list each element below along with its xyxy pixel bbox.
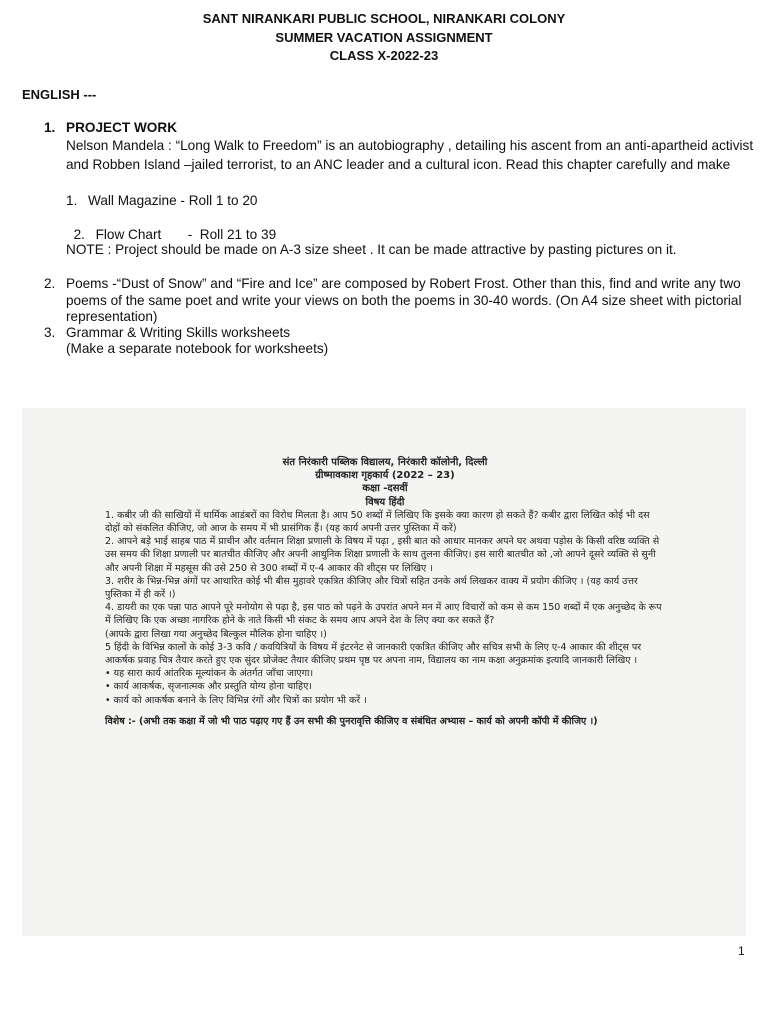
list-item (44, 276, 756, 326)
assignment-title: SUMMER VACATION ASSIGNMENT (275, 29, 493, 45)
hindi-para: 3. शरीर के भिन्न-भिन्न अंगों पर आधारित कोई भी बीस मुहावरे एकत्रित कीजिए और चित्रों सहित उनके अर्थ लिखकर वाक्य में प्रयोग कीजिए । (यह कार्य उत्तर पुस्तिका में ही करें ।) (105, 575, 638, 601)
item-text: (Make a separate notebook for worksheets) (66, 341, 329, 356)
hindi-class: कक्षा -दसवीं (362, 483, 408, 495)
subitem-number: 2. (73, 227, 85, 242)
hindi-para: 2. आपने बड़े भाई साहब पाठ में प्राचीन और वर्तमान शिक्षा प्रणाली के विषय में पढ़ा , इसी बात को आधार मानकर अपने घर अथवा पड़ोस के किसी वरिष्ठ व्यक्ति से उस समय की शिक्षा प्रणाली पर बातचीत कीजिए और अपनी आधुनिक शिक्षा प्रणाली के साथ तुलना कीजिए। इस सारी बातचीत को ,जो आपने दूसरे व्यक्ति से सुनी और अपनी शिक्षा में महसूस की उसे 250 से 300 शब्दों में ए-4 आकार की शीट्स पर लिखिए । (105, 536, 660, 574)
hindi-bullet: • कार्य को आकर्षक बनाने के लिए विभिन्न रंगों और चित्रों का प्रयोग भी करें । (105, 694, 367, 706)
hindi-assignment-title: ग्रीष्मावकाश गृहकार्य (2022 – 23) (315, 470, 455, 482)
page-number: 1 (738, 944, 745, 958)
list-item (44, 325, 756, 342)
item-number: 3. (44, 325, 56, 340)
hindi-para: (आपके द्वारा लिखा गया अनुच्छेद बिल्कुल मौलिक होना चाहिए ।) (105, 628, 327, 640)
project-number: 1. (44, 120, 56, 135)
subitem-number: 1. (66, 193, 78, 208)
item-text: Grammar & Writing Skills worksheets (66, 325, 291, 340)
project-description: Nelson Mandela : “Long Walk to Freedom” is an autobiography , detailing his ascent from an anti-apartheid activist and Robben Island –jailed terrorist, to an ANC leader and a cultural icon. Read this chapter carefully and make (66, 138, 754, 172)
subitem-text: Flow Chart - Roll 21 to 39 (95, 227, 277, 242)
hindi-school-name: संत निरंकारी पब्लिक विद्यालय, निरंकारी कॉलोनी, दिल्ली (282, 457, 488, 468)
project-title: PROJECT WORK (66, 120, 178, 135)
document-header (0, 10, 768, 66)
hindi-bullet: • यह सारा कार्य आंतरिक मूल्यांकन के अंतर्गत जाँचा जाएगा। (105, 668, 314, 680)
project-subitem (66, 193, 258, 208)
class-label: CLASS X-2022-23 (329, 48, 439, 63)
hindi-bullet: • कार्य आकर्षक, सृजनात्मक और प्रस्तुति योग्य होना चाहिए। (105, 681, 312, 693)
hindi-para: 4. डायरी का एक पन्ना पाठ आपने पूरे मनोयोग से पढ़ा है, इस पाठ को पढ़ने के उपरांत अपने मन में आए विचारों को कम से कम 150 शब्दों में एक अनुच्छेद के रूप में लिखिए कि एक अच्छा नागरिक होने के नाते किसी भी संकट के समय आप अपने देश के लिए क्या कर सकते हैं? (105, 602, 662, 627)
item-text: Poems -“Dust of Snow” and “Fire and Ice” are composed by Robert Frost. Other than this, find and write any two poems of the same poet and write your views on both the poems in 30-40 words. (On A4 size sheet with pictorial representation) (66, 276, 742, 324)
english-heading: ENGLISH --- (22, 87, 97, 102)
project-note: NOTE : Project should be made on A-3 size sheet . It can be made attractive by pasting pictures on it. (66, 242, 677, 257)
hindi-para: 1. कबीर जी की साखियों में धार्मिक आडंबरों का विरोध मिलता है। आप 50 शब्दों में लिखिए कि इसके क्या कारण हो सकते हैं? कबीर द्वारा लिखित कोई भी दस दोहों को संकलित कीजिए, जो आज के समय में भी प्रासंगिक हैं। (यह कार्य अपनी उत्तर पुस्तिका में करें) (105, 509, 650, 535)
hindi-assignment (105, 456, 665, 728)
item-number: 2. (44, 276, 56, 291)
school-name: SANT NIRANKARI PUBLIC SCHOOL, NIRANKARI COLONY (202, 11, 566, 26)
hindi-subject: विषय हिंदी (365, 496, 405, 508)
project-subitem (66, 212, 276, 242)
list-item (44, 341, 756, 358)
hindi-para: 5 हिंदी के विभिन्न कालों के कोई 3-3 कवि / कवयित्रियों के विषय में इंटरनेट से जानकारी एकत्रित कीजिए और सचित्र सभी के लिए ए-4 आकार की शीट्स पर आकर्षक प्रवाह चित्र तैयार करते हुए एक सुंदर प्रोजेक्ट तैयार कीजिए प्रथम पृष्ठ पर अपना नाम, विद्यालय का नाम कक्षा अनुक्रमांक इत्यादि जानकारी लिखिए । (105, 641, 642, 667)
hindi-special-note: विशेष :- (अभी तक कक्षा में जो भी पाठ पढ़ाए गए हैं उन सभी की पुनरावृत्ति कीजिए व संबंधित अभ्यास – कार्य को अपनी कॉपी में कीजिए ।) (105, 715, 598, 727)
subitem-text: Wall Magazine - Roll 1 to 20 (88, 193, 258, 208)
